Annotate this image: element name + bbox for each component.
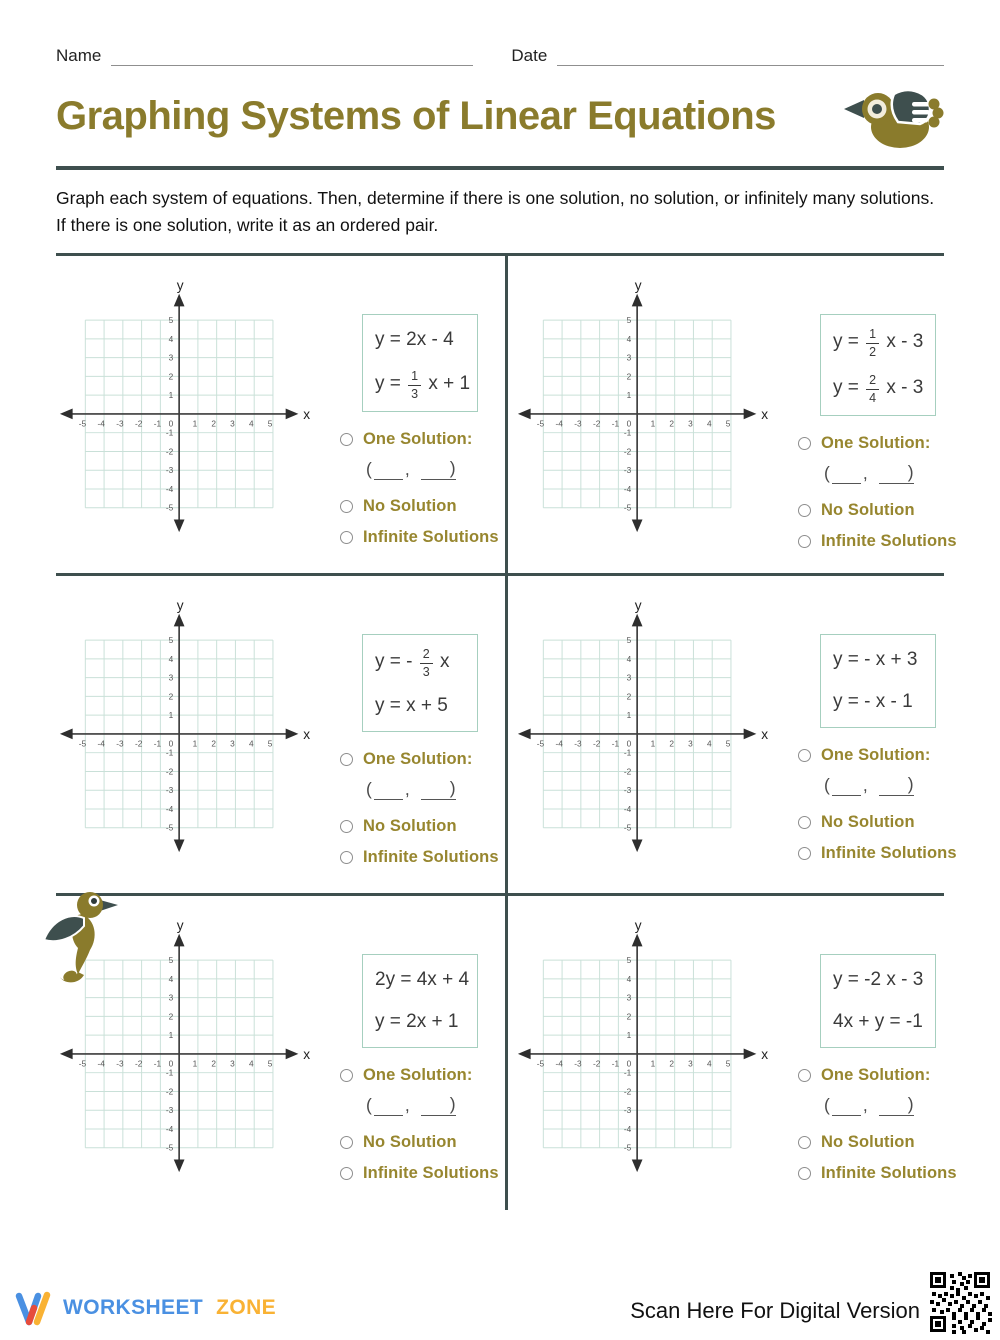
svg-text:-5: -5 [623, 1142, 632, 1153]
instructions-text: Graph each system of equations. Then, determine if there is one solution, no solution, or infinitely many solutions. If there is one solution, write it as an ordered pair. [56, 188, 935, 236]
svg-text:-3: -3 [165, 465, 174, 476]
svg-text:2: 2 [211, 1058, 217, 1069]
svg-text:-4: -4 [555, 418, 563, 429]
svg-text:-2: -2 [134, 738, 143, 749]
problem-3 [56, 576, 500, 893]
svg-text:2: 2 [626, 371, 632, 382]
y-value-blank[interactable] [421, 1100, 450, 1115]
bird-logo-icon [842, 82, 944, 150]
svg-text:-4: -4 [555, 738, 563, 749]
svg-text:5: 5 [725, 1058, 731, 1069]
option-label: Infinite Solutions [821, 532, 957, 551]
paren-close: ) [907, 1094, 914, 1115]
problem-2 [500, 256, 957, 573]
paren-close: ) [449, 778, 456, 799]
option-label: No Solution [821, 1133, 915, 1152]
hummingbird-icon [40, 888, 118, 984]
equation-1: y = -2 x - 3 [833, 969, 924, 991]
equation-1: y = - x + 3 [833, 649, 918, 671]
equation-1: 2y = 4x + 4 [375, 969, 470, 991]
svg-text:1: 1 [192, 738, 198, 749]
svg-text:4: 4 [248, 418, 254, 429]
svg-text:3: 3 [168, 352, 174, 363]
svg-text:4: 4 [706, 418, 712, 429]
option-label: No Solution [363, 497, 457, 516]
svg-text:5: 5 [267, 1058, 273, 1069]
header-divider [56, 166, 944, 170]
svg-text:x: x [761, 727, 769, 743]
qr-code [928, 1270, 992, 1334]
svg-text:-5: -5 [165, 502, 174, 513]
comma: , [862, 775, 868, 796]
ordered-pair-blank [822, 462, 1000, 484]
svg-text:-4: -4 [555, 1058, 563, 1069]
svg-text:-5: -5 [78, 418, 87, 429]
comma: , [404, 1095, 410, 1116]
svg-text:-2: -2 [165, 1086, 174, 1097]
svg-text:4: 4 [706, 738, 712, 749]
svg-text:-4: -4 [623, 484, 632, 495]
svg-text:3: 3 [688, 738, 693, 749]
svg-text:-3: -3 [116, 738, 124, 749]
x-value-blank[interactable] [832, 781, 861, 796]
svg-text:-1: -1 [623, 427, 632, 438]
svg-text:-1: -1 [153, 418, 162, 429]
svg-text:1: 1 [650, 1058, 656, 1069]
svg-text:-4: -4 [97, 418, 105, 429]
answer-options [798, 434, 1000, 551]
svg-text:2: 2 [168, 691, 174, 702]
svg-text:0: 0 [626, 1058, 632, 1069]
paren-open: ( [824, 1095, 830, 1116]
answer-options [798, 746, 1000, 863]
brand-main: WORKSHEET [63, 1296, 204, 1319]
svg-text:-3: -3 [165, 1105, 174, 1116]
radio-one-solution[interactable] [798, 437, 811, 450]
svg-text:-4: -4 [165, 484, 174, 495]
option-infinite-solutions[interactable] [798, 532, 1000, 551]
radio-one-solution[interactable] [340, 433, 353, 446]
radio-no-solution[interactable] [340, 500, 353, 513]
svg-text:3: 3 [168, 672, 174, 683]
svg-text:-4: -4 [97, 738, 105, 749]
svg-text:y: y [634, 280, 642, 294]
option-label: Infinite Solutions [363, 848, 499, 867]
coordinate-grid [56, 600, 314, 862]
svg-text:2: 2 [669, 1058, 675, 1069]
comma: , [404, 779, 410, 800]
svg-text:5: 5 [267, 418, 273, 429]
x-value-blank[interactable] [374, 465, 403, 480]
paren-open: ( [824, 463, 830, 484]
svg-text:-5: -5 [78, 738, 87, 749]
radio-infinite-solutions[interactable] [340, 851, 353, 864]
svg-text:-1: -1 [611, 1058, 620, 1069]
svg-text:-5: -5 [536, 418, 545, 429]
svg-text:-2: -2 [592, 1058, 601, 1069]
paren-close: ) [449, 1094, 456, 1115]
svg-text:4: 4 [626, 334, 632, 345]
svg-text:-5: -5 [165, 1142, 174, 1153]
ordered-pair-blank [822, 1094, 1000, 1116]
svg-text:-1: -1 [623, 747, 632, 758]
svg-text:-1: -1 [153, 1058, 162, 1069]
y-value-blank[interactable] [879, 780, 908, 795]
radio-one-solution[interactable] [798, 1069, 811, 1082]
radio-no-solution[interactable] [340, 820, 353, 833]
svg-text:2: 2 [211, 738, 217, 749]
svg-text:-5: -5 [78, 1058, 87, 1069]
svg-text:-3: -3 [574, 418, 582, 429]
option-label: Infinite Solutions [363, 528, 499, 547]
svg-text:2: 2 [669, 418, 675, 429]
svg-text:-1: -1 [611, 738, 620, 749]
svg-text:0: 0 [626, 418, 632, 429]
svg-text:-5: -5 [165, 822, 174, 833]
svg-text:-2: -2 [134, 418, 143, 429]
coordinate-grid [514, 280, 772, 542]
option-one-solution[interactable] [798, 1066, 1000, 1085]
svg-text:3: 3 [688, 1058, 693, 1069]
svg-text:4: 4 [168, 334, 174, 345]
svg-text:4: 4 [706, 1058, 712, 1069]
name-date-row [56, 46, 944, 66]
radio-infinite-solutions[interactable] [340, 531, 353, 544]
brand-accent: ZONE [216, 1296, 277, 1319]
paren-open: ( [824, 775, 830, 796]
svg-text:3: 3 [230, 1058, 235, 1069]
radio-no-solution[interactable] [798, 1136, 811, 1149]
svg-text:-1: -1 [165, 427, 174, 438]
svg-text:-1: -1 [165, 747, 174, 758]
paren-open: ( [366, 779, 372, 800]
svg-text:-2: -2 [134, 1058, 143, 1069]
svg-text:1: 1 [192, 1058, 198, 1069]
svg-text:-4: -4 [623, 804, 632, 815]
coordinate-grid [56, 280, 314, 542]
svg-text:-3: -3 [623, 785, 632, 796]
name-input-line[interactable] [111, 46, 473, 66]
radio-infinite-solutions[interactable] [798, 535, 811, 548]
svg-text:1: 1 [626, 1030, 632, 1041]
option-label: One Solution: [363, 1066, 473, 1085]
equation-box [820, 314, 936, 416]
equation-2: y = $\frac{1}{3}$ x + 1 [375, 369, 471, 401]
equation-box [362, 314, 478, 412]
option-label: Infinite Solutions [821, 1164, 957, 1183]
comma: , [404, 459, 410, 480]
svg-text:-5: -5 [623, 502, 632, 513]
radio-one-solution[interactable] [798, 749, 811, 762]
equation-box [362, 954, 478, 1048]
coordinate-grid [514, 600, 772, 862]
svg-text:3: 3 [626, 992, 632, 1003]
y-value-blank[interactable] [421, 784, 450, 799]
option-label: No Solution [821, 501, 915, 520]
radio-no-solution[interactable] [798, 816, 811, 829]
svg-text:x: x [761, 407, 769, 423]
svg-text:5: 5 [168, 635, 174, 646]
option-label: No Solution [363, 817, 457, 836]
svg-text:5: 5 [626, 635, 632, 646]
x-value-blank[interactable] [832, 1101, 861, 1116]
equation-2: y = x + 5 [375, 695, 448, 717]
problem-row-2 [56, 573, 957, 893]
comma: , [862, 1095, 868, 1116]
svg-text:4: 4 [626, 654, 632, 665]
svg-text:4: 4 [168, 974, 174, 985]
svg-text:-4: -4 [165, 804, 174, 815]
svg-text:-3: -3 [623, 465, 632, 476]
option-label: One Solution: [821, 746, 931, 765]
scan-text: Scan Here For Digital Version [630, 1298, 920, 1323]
svg-text:5: 5 [267, 738, 273, 749]
svg-text:-1: -1 [611, 418, 620, 429]
name-label: Name [56, 46, 102, 65]
option-no-solution[interactable] [798, 813, 1000, 832]
svg-text:2: 2 [669, 738, 675, 749]
svg-text:1: 1 [168, 1030, 174, 1041]
radio-no-solution[interactable] [798, 504, 811, 517]
svg-text:2: 2 [168, 1011, 174, 1022]
svg-text:y: y [176, 600, 184, 614]
svg-text:-2: -2 [165, 766, 174, 777]
title-row [56, 82, 944, 150]
svg-text:-1: -1 [623, 1067, 632, 1078]
svg-text:1: 1 [650, 738, 656, 749]
problem-6 [500, 896, 957, 1213]
svg-text:0: 0 [168, 738, 174, 749]
svg-text:-1: -1 [153, 738, 162, 749]
w-logo-icon [14, 1288, 54, 1328]
option-infinite-solutions[interactable] [798, 1164, 1000, 1183]
x-value-blank[interactable] [374, 785, 403, 800]
equation-1: y = - $\frac{2}{3}$ x [375, 647, 450, 679]
svg-text:-4: -4 [165, 1124, 174, 1135]
problem-row-3 [56, 893, 957, 1213]
paren-close: ) [907, 462, 914, 483]
svg-text:y: y [634, 920, 642, 934]
svg-text:-2: -2 [592, 738, 601, 749]
x-value-blank[interactable] [832, 469, 861, 484]
option-no-solution[interactable] [798, 501, 1000, 520]
svg-text:1: 1 [168, 390, 174, 401]
radio-infinite-solutions[interactable] [798, 847, 811, 860]
svg-text:-1: -1 [165, 1067, 174, 1078]
equation-1: y = 2x - 4 [375, 329, 454, 351]
svg-text:-2: -2 [592, 418, 601, 429]
svg-text:-3: -3 [165, 785, 174, 796]
answer-options [798, 1066, 1000, 1183]
y-value-blank[interactable] [421, 464, 450, 479]
option-label: One Solution: [363, 750, 473, 769]
svg-text:4: 4 [168, 654, 174, 665]
svg-text:3: 3 [230, 418, 235, 429]
equation-1: y = $\frac{1}{2}$ x - 3 [833, 327, 924, 359]
equation-box [820, 954, 936, 1048]
option-label: Infinite Solutions [363, 1164, 499, 1183]
equation-2: y = - x - 1 [833, 691, 913, 713]
svg-text:0: 0 [168, 1058, 174, 1069]
radio-one-solution[interactable] [340, 753, 353, 766]
equation-2: 4x + y = -1 [833, 1011, 923, 1033]
page-title: Graphing Systems of Linear Equations [56, 93, 776, 138]
vertical-divider [505, 256, 508, 1210]
option-label: No Solution [821, 813, 915, 832]
option-one-solution[interactable] [798, 746, 1000, 765]
option-one-solution[interactable] [798, 434, 1000, 453]
svg-text:x: x [303, 407, 311, 423]
svg-text:1: 1 [192, 418, 198, 429]
svg-text:3: 3 [626, 352, 632, 363]
svg-text:3: 3 [688, 418, 693, 429]
coordinate-grid [514, 920, 772, 1182]
equation-box [362, 634, 478, 732]
svg-text:y: y [176, 280, 184, 294]
y-value-blank[interactable] [879, 468, 908, 483]
radio-no-solution[interactable] [340, 1136, 353, 1149]
svg-text:2: 2 [168, 371, 174, 382]
option-no-solution[interactable] [798, 1133, 1000, 1152]
svg-text:3: 3 [168, 992, 174, 1003]
svg-text:3: 3 [230, 738, 235, 749]
option-label: One Solution: [363, 430, 473, 449]
equation-2: y = $\frac{2}{4}$ x - 3 [833, 373, 924, 405]
paren-close: ) [449, 458, 456, 479]
svg-text:5: 5 [168, 315, 174, 326]
svg-text:x: x [303, 1047, 311, 1063]
option-infinite-solutions[interactable] [798, 844, 1000, 863]
svg-text:-4: -4 [623, 1124, 632, 1135]
problem-4 [500, 576, 957, 893]
paren-close: ) [907, 774, 914, 795]
problem-1 [56, 256, 500, 573]
svg-text:-5: -5 [623, 822, 632, 833]
svg-text:4: 4 [248, 1058, 254, 1069]
svg-text:-3: -3 [623, 1105, 632, 1116]
svg-text:-5: -5 [536, 738, 545, 749]
comma: , [862, 463, 868, 484]
svg-text:5: 5 [725, 418, 731, 429]
svg-text:-3: -3 [574, 1058, 582, 1069]
svg-text:1: 1 [626, 710, 632, 721]
equation-2: y = 2x + 1 [375, 1011, 459, 1033]
problem-5 [56, 896, 500, 1213]
svg-text:2: 2 [211, 418, 217, 429]
svg-text:-2: -2 [623, 766, 632, 777]
svg-text:0: 0 [626, 738, 632, 749]
svg-text:0: 0 [168, 418, 174, 429]
svg-text:-3: -3 [116, 1058, 124, 1069]
svg-text:-2: -2 [623, 446, 632, 457]
svg-text:4: 4 [626, 974, 632, 985]
svg-text:5: 5 [725, 738, 731, 749]
svg-text:-2: -2 [165, 446, 174, 457]
option-label: Infinite Solutions [821, 844, 957, 863]
date-input-line[interactable] [557, 46, 944, 66]
svg-text:1: 1 [168, 710, 174, 721]
svg-text:-2: -2 [623, 1086, 632, 1097]
worksheetzone-logo [14, 1288, 276, 1328]
ordered-pair-blank [822, 774, 1000, 796]
x-value-blank[interactable] [374, 1101, 403, 1116]
radio-infinite-solutions[interactable] [798, 1167, 811, 1180]
svg-text:x: x [303, 727, 311, 743]
problem-row-1 [56, 256, 957, 573]
svg-text:2: 2 [626, 691, 632, 702]
y-value-blank[interactable] [879, 1100, 908, 1115]
svg-text:y: y [176, 920, 184, 934]
svg-text:1: 1 [650, 418, 656, 429]
footer [0, 1254, 1000, 1340]
svg-text:-4: -4 [97, 1058, 105, 1069]
svg-text:-3: -3 [116, 418, 124, 429]
problems-grid [56, 253, 957, 1210]
svg-text:y: y [634, 600, 642, 614]
equation-box [820, 634, 936, 728]
svg-text:5: 5 [168, 955, 174, 966]
svg-text:-3: -3 [574, 738, 582, 749]
svg-text:5: 5 [626, 955, 632, 966]
svg-text:3: 3 [626, 672, 632, 683]
paren-open: ( [366, 1095, 372, 1116]
date-label: Date [511, 46, 548, 65]
paren-open: ( [366, 459, 372, 480]
option-label: No Solution [363, 1133, 457, 1152]
svg-text:5: 5 [626, 315, 632, 326]
svg-text:1: 1 [626, 390, 632, 401]
option-label: One Solution: [821, 434, 931, 453]
svg-text:-5: -5 [536, 1058, 545, 1069]
radio-one-solution[interactable] [340, 1069, 353, 1082]
svg-text:x: x [761, 1047, 769, 1063]
option-label: One Solution: [821, 1066, 931, 1085]
radio-infinite-solutions[interactable] [340, 1167, 353, 1180]
svg-text:2: 2 [626, 1011, 632, 1022]
svg-text:4: 4 [248, 738, 254, 749]
